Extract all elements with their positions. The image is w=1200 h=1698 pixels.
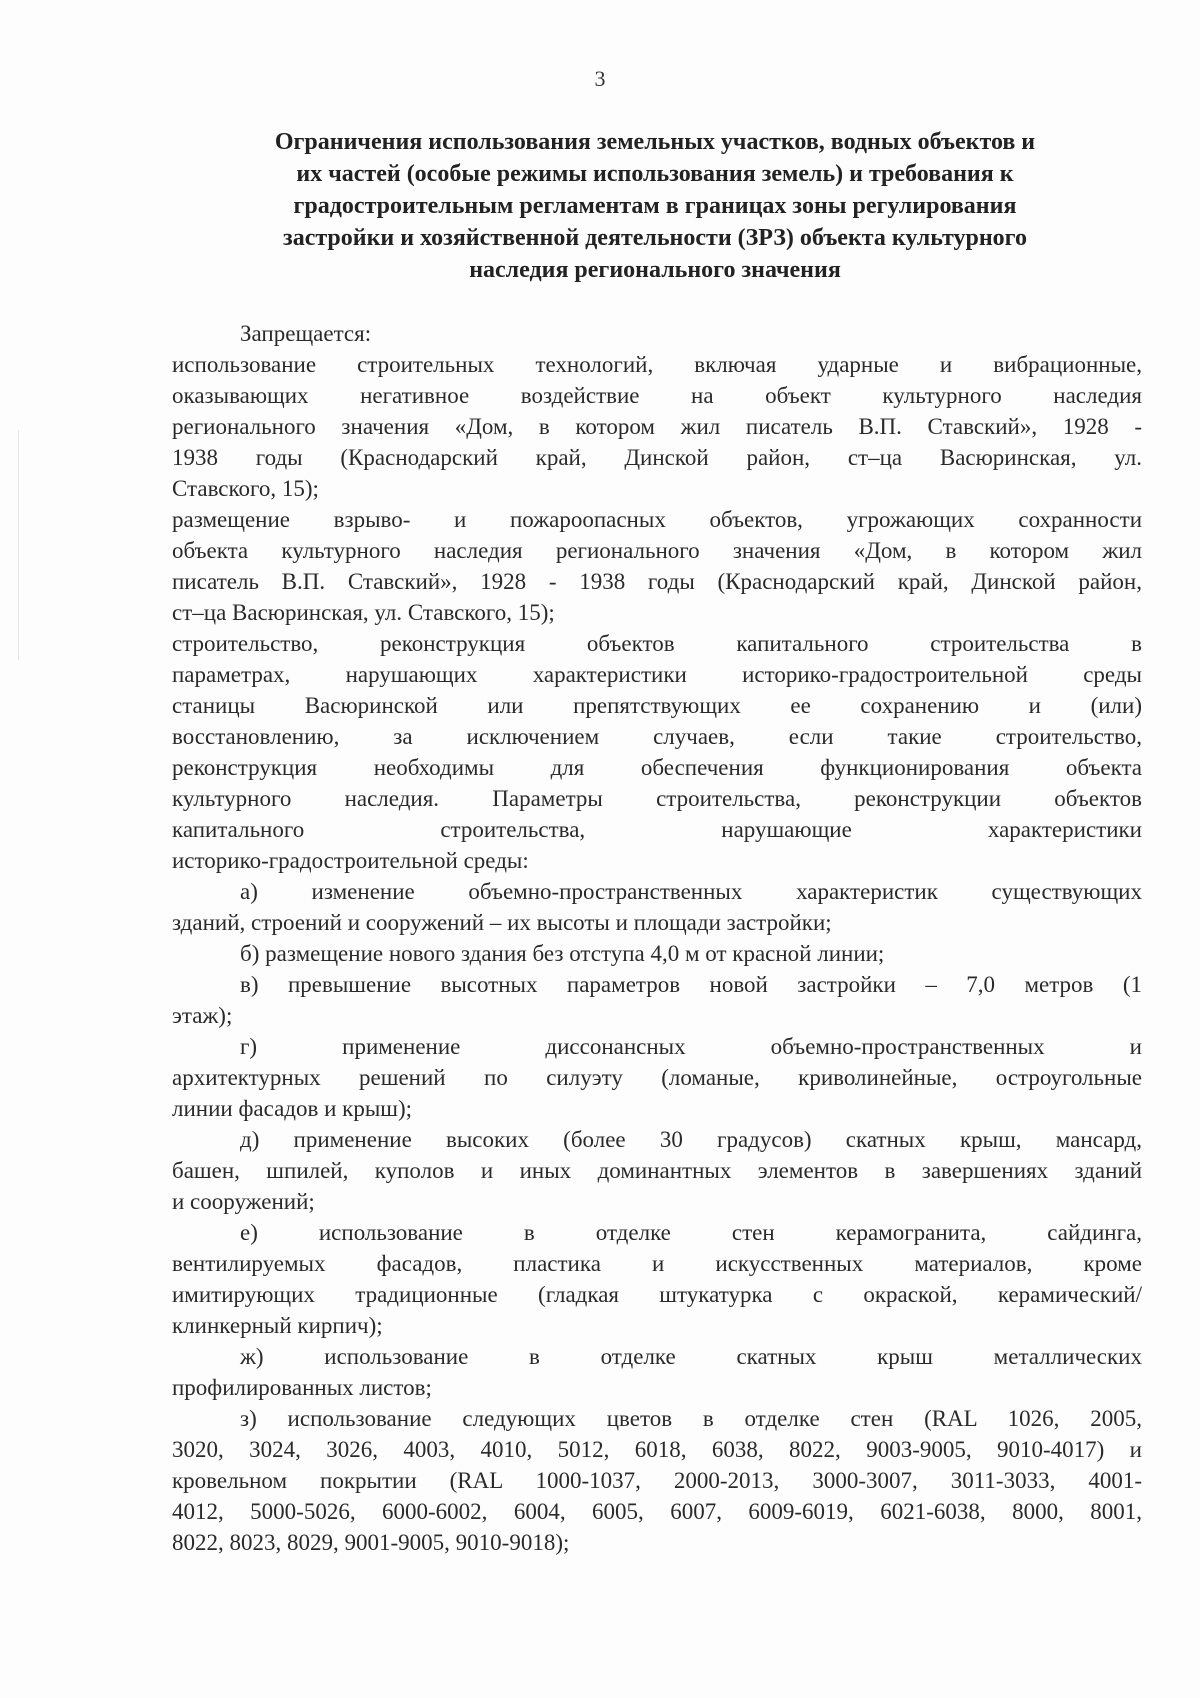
paragraph-line: восстановлению, за исключением случаев, если такие строительство,	[172, 724, 1142, 749]
title-line: наследия регионального значения	[469, 257, 841, 283]
paragraph-line: историко-градостроительной среды:	[172, 848, 529, 873]
list-item-v-line: этаж);	[172, 1003, 233, 1028]
list-item-e-line: клинкерный кирпич);	[172, 1313, 383, 1338]
list-item-g-line: линии фасадов и крыш);	[172, 1096, 413, 1121]
paragraph-line: размещение взрыво- и пожароопасных объектов, угрожающих сохранности	[172, 507, 1142, 532]
list-item-e-line: имитирующих традиционные (гладкая штукатурка с окраской, керамический/	[172, 1282, 1142, 1307]
paragraph-line: Ставского, 15);	[172, 476, 319, 501]
list-item-b-line: б) размещение нового здания без отступа 4,0 м от красной линии;	[240, 941, 885, 966]
intro-text: Запрещается:	[240, 321, 372, 346]
list-item-z-line: з) использование следующих цветов в отделке стен (RAL 1026, 2005,	[240, 1406, 1142, 1431]
paragraph-line: регионального значения «Дом, в котором жил писатель В.П. Ставский», 1928 -	[172, 414, 1142, 439]
list-item-z-line: 3020, 3024, 3026, 4003, 4010, 5012, 6018, 6038, 8022, 9003-9005, 9010-4017) и	[172, 1437, 1142, 1462]
title-line: Ограничения использования земельных участков, водных объектов и	[274, 129, 1036, 155]
list-item-zh-line: ж) использование в отделке скатных крыш металлических	[240, 1344, 1142, 1369]
document-body	[172, 318, 1142, 1558]
list-item-g-line: г) применение диссонансных объемно-пространственных и	[240, 1034, 1142, 1059]
paragraph-line: оказывающих негативное воздействие на объект культурного наследия	[172, 383, 1142, 408]
title-line: их частей (особые режимы использования земель) и требования к	[296, 161, 1014, 187]
list-item-e-line: е) использование в отделке стен керамогранита, сайдинга,	[240, 1220, 1142, 1245]
list-item-z-line: кровельном покрытии (RAL 1000-1037, 2000-2013, 3000-3007, 3011-3033, 4001-	[172, 1468, 1142, 1493]
list-item-z-line: 4012, 5000-5026, 6000-6002, 6004, 6005, 6007, 6009-6019, 6021-6038, 8000, 8001,	[172, 1499, 1142, 1524]
list-item-a-line: зданий, строений и сооружений – их высоты и площади застройки;	[172, 910, 832, 935]
paragraph-line: культурного наследия. Параметры строительства, реконструкции объектов	[172, 786, 1142, 811]
paragraph-line: капитального строительства, нарушающие характеристики	[172, 817, 1142, 842]
paragraph-line: 1938 годы (Краснодарский край, Динской район, ст–ца Васюринская, ул.	[172, 445, 1142, 470]
list-item-zh-line: профилированных листов;	[172, 1375, 432, 1400]
list-item-d-line: д) применение высоких (более 30 градусов) скатных крыш, мансард,	[240, 1127, 1142, 1152]
paragraph-line: использование строительных технологий, включая ударные и вибрационные,	[172, 352, 1142, 377]
title-line: застройки и хозяйственной деятельности (ЗРЗ) объекта культурного	[283, 225, 1027, 251]
list-item-e-line: вентилируемых фасадов, пластика и искусственных материалов, кроме	[172, 1251, 1142, 1276]
document-title	[215, 126, 1095, 286]
paragraph-line: параметрах, нарушающих характеристики историко-градостроительной среды	[172, 662, 1142, 687]
paragraph-line: реконструкция необходимы для обеспечения функционирования объекта	[172, 755, 1142, 780]
paragraph-line: писатель В.П. Ставский», 1928 - 1938 годы (Краснодарский край, Динской район,	[172, 569, 1142, 594]
list-item-v-line: в) превышение высотных параметров новой застройки – 7,0 метров (1	[240, 972, 1142, 997]
title-line: градостроительным регламентам в границах зоны регулирования	[293, 193, 1017, 219]
list-item-z-line: 8022, 8023, 8029, 9001-9005, 9010-9018);	[172, 1530, 570, 1555]
scan-margin-artifact	[18, 430, 19, 660]
paragraph-line: объекта культурного наследия регионального значения «Дом, в котором жил	[172, 538, 1142, 563]
page-number: 3	[594, 66, 606, 91]
list-item-d-line: и сооружений;	[172, 1189, 315, 1214]
list-item-a-line: а) изменение объемно-пространственных характеристик существующих	[240, 879, 1142, 904]
paragraph-line: строительство, реконструкция объектов капитального строительства в	[172, 631, 1142, 656]
list-item-g-line: архитектурных решений по силуэту (ломаные, криволинейные, остроугольные	[172, 1065, 1142, 1090]
paragraph-line: станицы Васюринской или препятствующих ее сохранению и (или)	[172, 693, 1142, 718]
paragraph-line: ст–ца Васюринская, ул. Ставского, 15);	[172, 600, 555, 625]
list-item-d-line: башен, шпилей, куполов и иных доминантных элементов в завершениях зданий	[172, 1158, 1142, 1183]
